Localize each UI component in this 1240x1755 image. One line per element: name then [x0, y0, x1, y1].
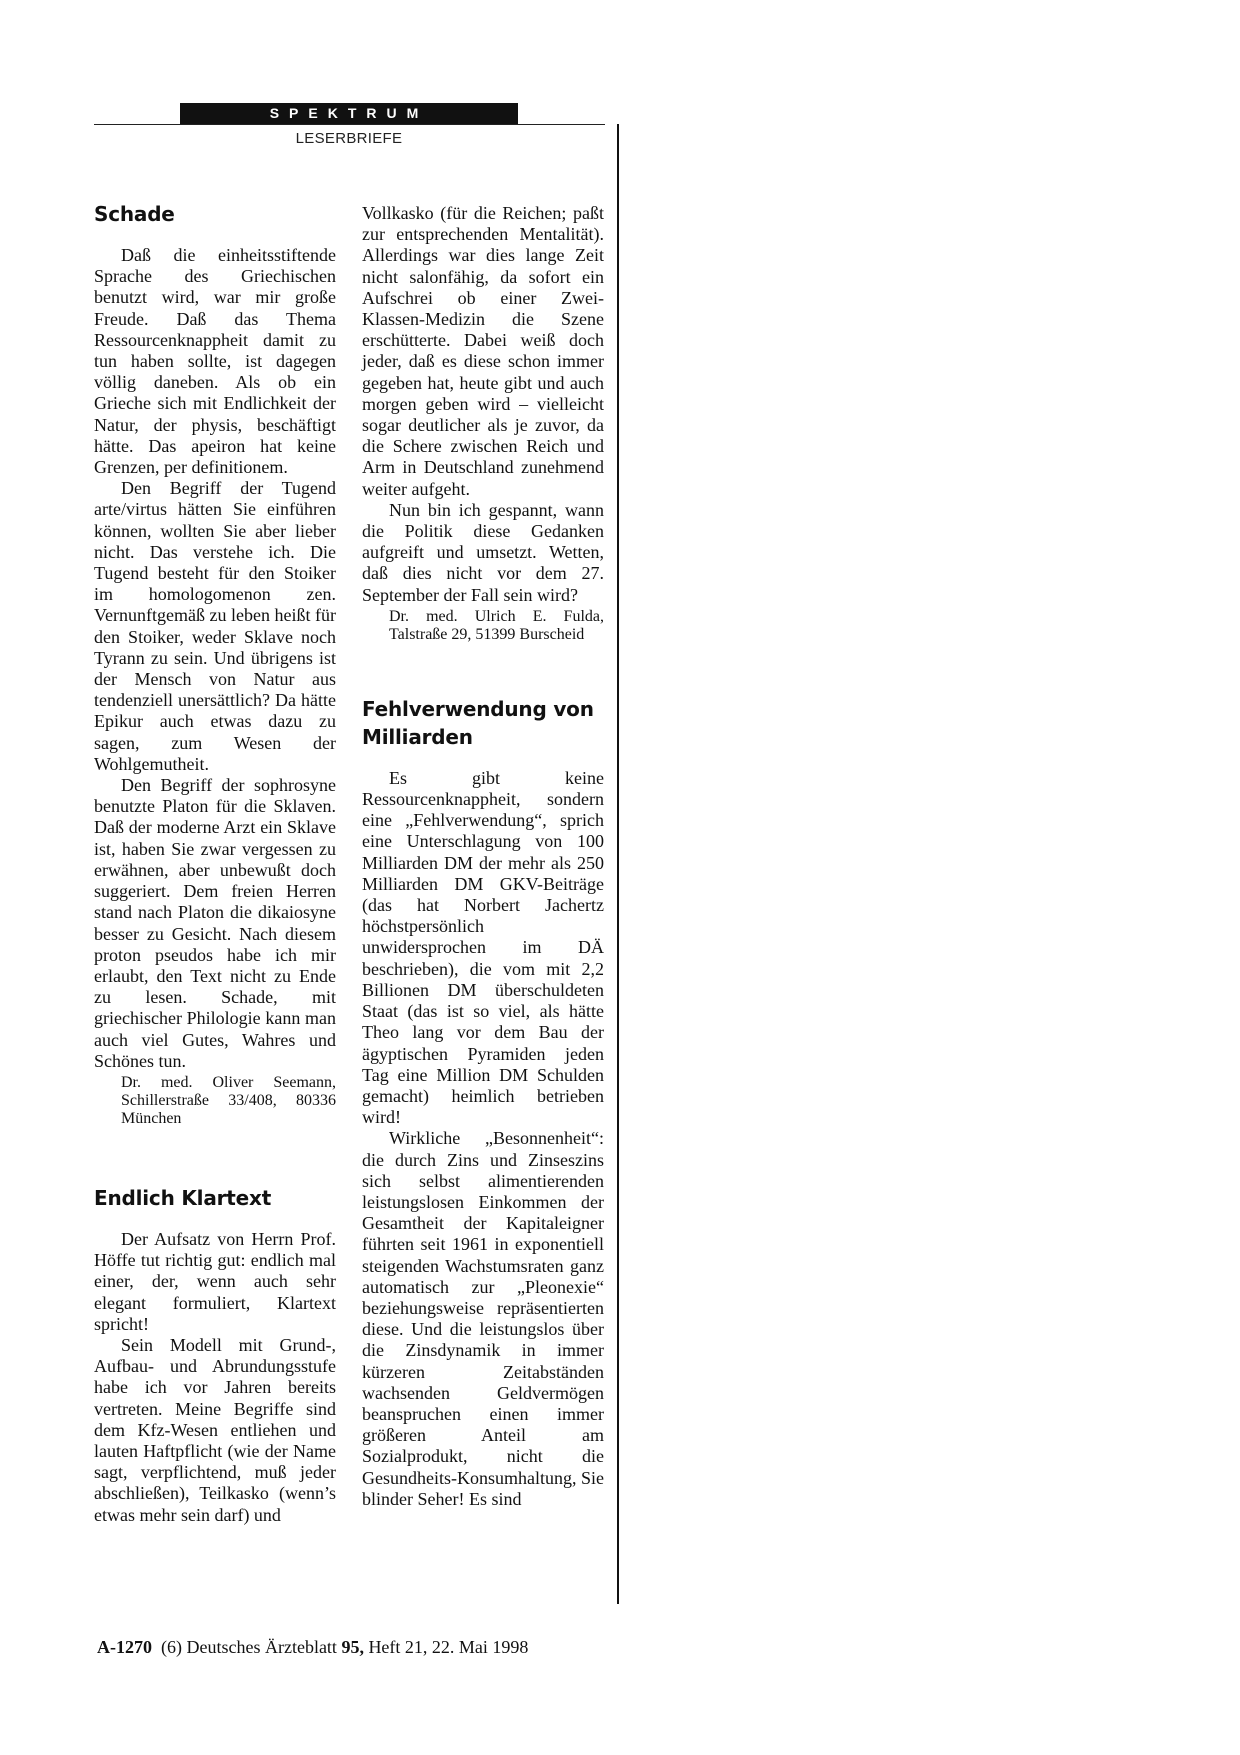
section-banner: SPEKTRUM	[180, 103, 518, 124]
subsection-label: LESERBRIEFE	[295, 130, 403, 147]
letter-signature: Dr. med. Oliver Seemann, Schillerstraße 33/408, 80336 München	[121, 1073, 336, 1127]
letter-paragraph: Wirkliche „Besonnenheit“: die durch Zins und Zinseszins sich selbst alimentierenden leistungslosen Einkommen der Gesamtheit der Kapitaleigner führten seit 1961 in exponentiell steigenden Wachstumsraten ganz automatisch zur „Pleonexie“ beziehungsweise repräsentierten diese. Und die leistungslos über die Zinsdynamik in immer kürzeren Zeitabständen wachsenden Geldvermögen beanspruchen einen immer größeren Anteil am Sozialprodukt, nicht die Gesundheits-Konsumhaltung, Sie blinder Seher! Es sind	[362, 1128, 604, 1509]
letter-title: Fehlverwendung von Milliarden	[362, 696, 594, 749]
letter-paragraph: Daß die einheitsstiftende Sprache des Griechischen benutzt wird, war mir große Freude. Daß das Thema Ressourcenknappheit damit zu tun haben sollte, ist dagegen völlig daneben. Als ob ein Grieche sich mit Endlichkeit der Natur, der physis, beschäftigt hätte. Das apeiron hat keine Grenzen, per definitionem.	[94, 245, 336, 478]
right-column	[362, 203, 604, 1510]
page-footer	[97, 1637, 528, 1658]
letter-title: Schade	[94, 202, 175, 226]
letter-paragraph: Sein Modell mit Grund-, Aufbau- und Abrundungsstufe habe ich vor Jahren bereits vertreten. Meine Begriffe sind dem Kfz-Wesen entliehen und lauten Haftpflicht (wie der Name sagt, verpflichtend, muß jeder abschließen), Teilkasko (wenn’s etwas mehr sein darf) und	[94, 1334, 336, 1525]
letter-paragraph: Nun bin ich gespannt, wann die Politik diese Gedanken aufgreift und umsetzt. Wetten, daß dies nicht vor dem 27. September der Fall sein wird?	[362, 499, 604, 605]
issue-date: Heft 21, 22. Mai 1998	[368, 1637, 529, 1657]
letter-paragraph: Den Begriff der Tugend arte/virtus hätten Sie einführen können, wollten Sie aber lieber nicht. Das verstehe ich. Die Tugend besteht für den Stoiker im homologomenon zen. Vernunftgemäß zu leben heißt für den Stoiker, weder Sklave noch Tyrann zu sein. Und übrigens ist der Mensch von Natur aus tendenziell unersättlich? Da hätte Epikur auch etwas dazu zu sagen, zum Wesen der Wohlgemutheit.	[94, 478, 336, 774]
letter-paragraph: Der Aufsatz von Herrn Prof. Höffe tut richtig gut: endlich mal einer, der, wenn auch sehr elegant formuliert, Klartext spricht!	[94, 1228, 336, 1334]
header-rule	[94, 124, 605, 125]
letter-paragraph: Den Begriff der sophrosyne benutzte Platon für die Sklaven. Daß der moderne Arzt ein Sklave ist, haben Sie zwar vergessen zu erwähnen, aber unbewußt doch suggeriert. Dem freien Herren stand nach Platon die dikaiosyne besser zu Gesicht. Nach diesem proton pseudos habe ich mir erlaubt, den Text nicht zu Ende zu lesen. Schade, mit griechischer Philologie kann man auch viel Gutes, Wahres und Schönes tun.	[94, 775, 336, 1071]
journal-name: (6) Deutsches Ärzteblatt	[161, 1637, 337, 1657]
letter-title: Endlich Klartext	[94, 1185, 272, 1210]
letter-signature: Dr. med. Ulrich E. Fulda, Talstraße 29, 51399 Burscheid	[389, 607, 604, 643]
page-code: A-1270	[97, 1637, 152, 1657]
letter-paragraph: Es gibt keine Ressourcenknappheit, sondern eine „Fehlverwendung“, sprich eine Unterschlagung von 100 Milliarden DM der mehr als 250 Milliarden DM GKV-Beiträge (das hat Norbert Jachertz höchstpersönlich unwidersprochen im DÄ beschrieben), die vom mit 2,2 Billionen DM überschuldeten Staat (das ist so viel, als hätte Theo lang vor dem Bau der ägyptischen Pyramiden jeden Tag eine Million DM Schulden gemacht) heimlich betrieben wird!	[362, 767, 604, 1128]
left-column	[94, 200, 336, 1526]
letter-paragraph: Vollkasko (für die Reichen; paßt zur entsprechenden Mentalität). Allerdings war dies lange Zeit nicht salonfähig, da sofort ein Aufschrei ob einer Zwei-Klassen-Medizin die Szene erschütterte. Dabei weiß doch jeder, daß es diese schon immer gegeben hat, heute gibt und auch morgen geben wird – vielleicht sogar deutlicher als je zuvor, da die Schere zwischen Reich und Arm in Deutschland zunehmend weiter aufgeht.	[362, 203, 604, 499]
column-divider	[617, 124, 619, 1604]
volume-number: 95,	[341, 1637, 364, 1657]
